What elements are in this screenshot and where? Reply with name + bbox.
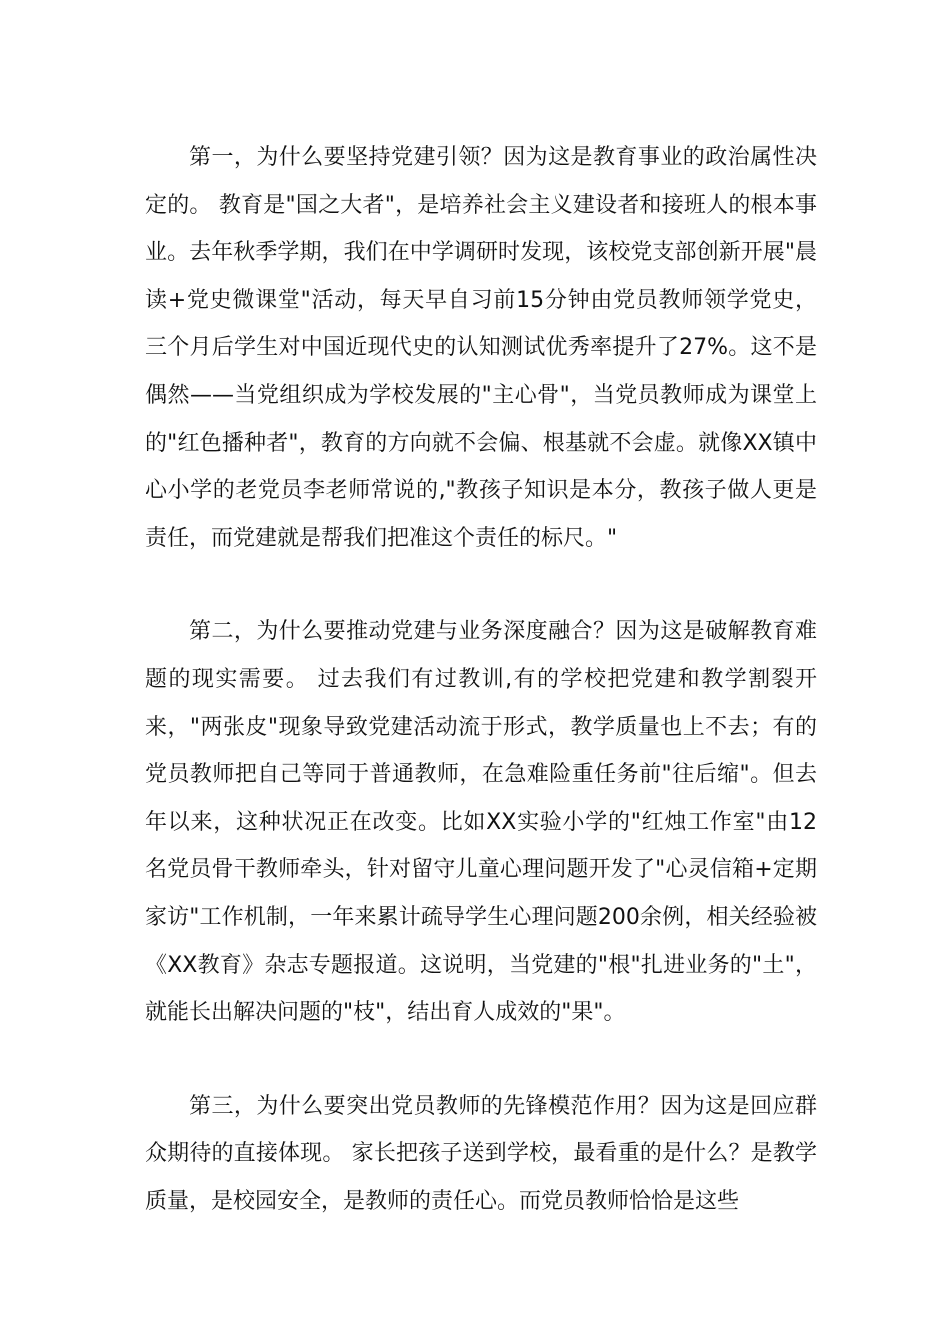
paragraph-first-point: 第一，为什么要坚持党建引领？因为这是教育事业的政治属性决定的。 教育是"国之大者"，是培养社会主义建设者和接班人的根本事业。去年秋季学期，我们在中学调研时发现，该校党支部创新开展"晨读+党史微课堂"活动，每天早自习前15分钟由党员教师领学党史，三个月后学生对中国近现代史的认知测试优秀率提升了27%。这不是偶然——当党组织成为学校发展的"主心骨"，当党员教师成为课堂上的"红色播种者"，教育的方向就不会偏、根基就不会虚。就像XX镇中心小学的老党员李老师常说的,"教孩子知识是本分，教孩子做人更是责任，而党建就是帮我们把准这个责任的标尺。" [145, 145, 817, 551]
document-body [145, 134, 817, 1225]
paragraph-second-point: 第二，为什么要推动党建与业务深度融合？因为这是破解教育难题的现实需要。 过去我们有过教训,有的学校把党建和教学割裂开来，"两张皮"现象导致党建活动流于形式，教学质量也上不去；有的党员教师把自己等同于普通教师，在急难险重任务前"往后缩"。但去年以来，这种状况正在改变。比如XX实验小学的"红烛工作室"由12名党员骨干教师牵头，针对留守儿童心理问题开发了"心灵信箱+定期家访"工作机制，一年来累计疏导学生心理问题200余例，相关经验被《XX教育》杂志专题报道。这说明，当党建的"根"扎进业务的"土"，就能长出解决问题的"枝"，结出育人成效的"果"。 [145, 619, 817, 1026]
paragraph-third-point: 第三，为什么要突出党员教师的先锋模范作用？因为这是回应群众期待的直接体现。 家长把孩子送到学校，最看重的是什么？是教学质量，是校园安全，是教师的责任心。而党员教师恰恰是这些 [145, 1093, 817, 1214]
